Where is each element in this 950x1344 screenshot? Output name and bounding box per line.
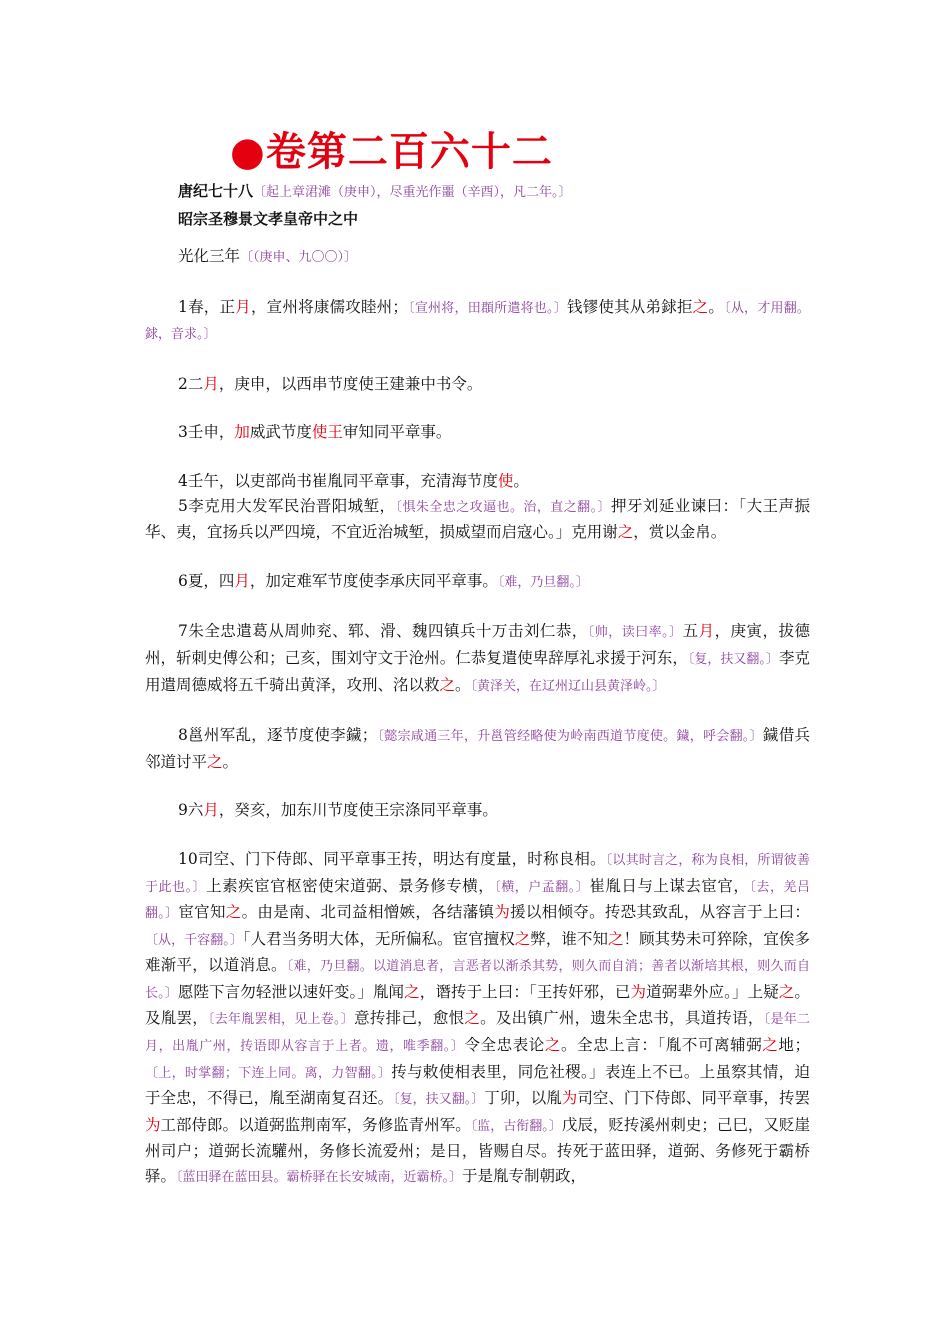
annotation: 〔复，扶又翻。〕 xyxy=(393,1092,485,1108)
text-run: 。及胤罢， xyxy=(145,982,810,1028)
text-run: 之 xyxy=(762,1036,779,1055)
annotation: 〔难，乃旦翻。〕 xyxy=(497,574,589,590)
text-run: 使 xyxy=(497,471,514,490)
text-run: 。 xyxy=(222,752,239,771)
text-run: ，宣州将康儒攻睦州； xyxy=(250,297,408,316)
text-run: 于是胤专制朝政， xyxy=(462,1167,587,1186)
text-run: 之 xyxy=(225,903,242,922)
annotation: 〔从，千容翻。〕 xyxy=(145,932,243,948)
text-run: 钱镠使其从弟銶拒 xyxy=(566,297,693,316)
year-line xyxy=(145,244,810,271)
annotation: 〔监，古衔翻。〕 xyxy=(470,1118,562,1134)
text-run: 之 xyxy=(404,982,420,1001)
text-run: 为 xyxy=(145,1115,161,1134)
text-run: 月 xyxy=(203,374,219,393)
annotation: 〔从，才用翻。銶，音求。〕 xyxy=(145,300,810,343)
text-run: 道弼辈外应。」上疑 xyxy=(646,982,779,1001)
text-run: 7朱全忠遣葛从周帅兖、郓、滑、魏四镇兵十万击刘仁恭， xyxy=(178,622,588,641)
text-run: 加 xyxy=(234,423,250,442)
text-run: 押牙刘延业谏曰：「大王声振华、夷，宜扬兵以严四境，不宜近治城堑，损威望而启寇心。」克用谢 xyxy=(145,496,810,542)
paragraph xyxy=(145,372,810,397)
text-run: 地； xyxy=(778,1036,810,1055)
text-run: 1春，正 xyxy=(178,297,236,316)
dynasty-note: 〔起上章涒滩（庚申），尽重光作噩（辛酉），凡二年。〕 xyxy=(253,185,572,200)
annotation: 〔蓝田驿在蓝田县。霸桥驿在长安城南，近霸桥。〕 xyxy=(176,1170,463,1186)
text-run: 崔胤日与上谋去宦官， xyxy=(589,876,750,895)
text-run: 弊，谁不知 xyxy=(530,929,608,948)
year-note: 〔（庚申、九〇〇）〕 xyxy=(240,250,358,265)
text-run: 之 xyxy=(439,675,456,694)
paragraph xyxy=(145,619,810,699)
text-run: 鐬借兵邻道讨平 xyxy=(145,726,810,771)
paragraph xyxy=(145,798,810,823)
text-run: 。及出镇广州，遗朱全忠书，具道抟语， xyxy=(480,1009,764,1028)
text-run: 为 xyxy=(494,903,511,922)
annotation: 〔复，扶又翻。〕 xyxy=(687,651,779,667)
text-run: 之 xyxy=(514,929,531,948)
text-run: 使王 xyxy=(311,423,343,442)
text-run: 之 xyxy=(464,1009,481,1028)
emperor-line: 昭宗圣穆景文孝皇帝中之中 xyxy=(178,210,359,228)
annotation: 〔横，户孟翻。〕 xyxy=(494,879,590,895)
text-run: 之 xyxy=(207,752,223,771)
text-run: ，赏以金帛。 xyxy=(633,523,727,542)
paragraph xyxy=(145,569,810,596)
text-run: 为 xyxy=(561,1089,578,1108)
annotation: 〔帅，读曰率。〕 xyxy=(587,625,683,641)
paragraph-list xyxy=(145,295,810,1191)
text-run: 月 xyxy=(698,622,715,641)
text-run: 10司空、门下侍郎、同平章事王抟，明达有度量，时称良相。 xyxy=(178,849,606,868)
annotation: 〔是年二月，出胤广州，抟语即从容言于上者。遗，唯季翻。〕 xyxy=(145,1012,810,1055)
text-run: 威武节度 xyxy=(249,423,312,442)
text-run: 上素疾宦官枢密使宋道弼、景务修专横， xyxy=(206,876,495,895)
text-run: ，癸亥，加东川节度使王宗涤同平章事。 xyxy=(218,801,498,820)
chapter-header xyxy=(178,178,572,233)
annotation: 〔黄泽关，在辽州辽山县黄泽岭。〕 xyxy=(470,678,666,694)
text-run: ，庚申，以西串节度使王建兼中书令。 xyxy=(218,374,483,393)
text-run: 李克用遣周德威将五千骑出黄泽，攻刑、洺以救 xyxy=(145,648,810,694)
annotation: 〔懿宗咸通三年，升邕管经略使为岭南西道节度使。鐬，呼会翻。〕 xyxy=(377,729,763,745)
paragraph xyxy=(145,420,810,445)
text-run: ，加定难军节度使李承庆同平章事。 xyxy=(249,571,498,590)
text-run: 抟与敕使相表里，同危社稷。」表连上不已。上虽察其情，迫于全忠，不得已，胤至湖南复召还。 xyxy=(145,1062,810,1108)
text-run: 五 xyxy=(682,622,699,641)
annotation: 〔以其时言之，称为良相，所谓彼善于此也。〕 xyxy=(145,852,810,895)
text-run: 9六 xyxy=(178,801,204,820)
text-run: ，谮抟于上曰：「王抟奸邪，已 xyxy=(419,982,631,1001)
text-run: 之 xyxy=(778,982,795,1001)
body-text xyxy=(145,244,810,1215)
annotation: 〔去年胤罢相，见上卷。〕 xyxy=(208,1012,355,1028)
text-run: 月 xyxy=(235,297,251,316)
text-run: 之 xyxy=(692,297,709,316)
text-run: 4壬午，以吏部尚书崔胤同平章事，充清海节度 xyxy=(178,471,498,490)
text-run: 。全忠上言：「胤不可离辅弼 xyxy=(560,1036,763,1055)
text-run: 8邕州军乱，逐节度使李鐬； xyxy=(178,726,378,745)
annotation: 〔宣州将，田頵所遣将也。〕 xyxy=(407,300,567,316)
text-run: 。 xyxy=(455,675,471,694)
text-run: 丁卯，以胤 xyxy=(484,1089,562,1108)
text-run: 为 xyxy=(630,982,647,1001)
text-run: 之 xyxy=(617,523,634,542)
text-run: 。 xyxy=(513,471,529,490)
text-run: 戊辰，贬抟溪州刺史；己巳，又贬崖州司户；道弼长流驩州，务修长流爱州；是日，皆赐自尽。抟死于蓝田驿，道弼、务修死于霸桥驿。 xyxy=(145,1115,810,1186)
paragraph xyxy=(145,469,810,494)
dynasty-label: 唐纪七十八 xyxy=(178,182,254,200)
text-run: 3壬申， xyxy=(178,423,235,442)
text-run: 6夏，四 xyxy=(178,571,235,590)
dynasty-line xyxy=(178,178,572,206)
annotation: 〔惧朱全忠之攻逼也。治，直之翻。〕 xyxy=(395,499,611,515)
text-run: 意抟排己，愈恨 xyxy=(354,1009,465,1028)
annotation: 〔上，时掌翻；下连上同。离，力智翻。〕 xyxy=(145,1065,392,1081)
text-run: 2二 xyxy=(178,374,204,393)
text-run: 。由是南、北司益相憎嫉，各结藩镇 xyxy=(241,903,495,922)
text-run: 5李克用大发军民治晋阳城堑， xyxy=(178,496,396,515)
text-run: 月 xyxy=(203,801,219,820)
paragraph xyxy=(145,295,810,348)
text-run: 之 xyxy=(608,929,624,948)
chapter-title: ●卷第二百六十二 xyxy=(230,128,553,175)
text-run: 月 xyxy=(234,571,250,590)
text-run: 援以相倾夺。抟恐其致乱，从容言于上曰： xyxy=(510,903,810,922)
paragraph xyxy=(145,723,810,774)
text-run: ！顾其势未可猝除，宜俟多难渐平，以道消息。 xyxy=(145,929,810,975)
text-run: 司空、门下侍郎、同平章事，抟罢 xyxy=(577,1089,810,1108)
text-run: 令全忠表论 xyxy=(464,1036,545,1055)
paragraph xyxy=(145,494,810,545)
text-run: 「人君当务明大体，无所偏私。宦官擅权 xyxy=(242,929,515,948)
year-label: 光化三年 xyxy=(178,247,241,265)
annotation: 〔难，乃旦翻。以道消息者，言恶者以渐杀其势，则久而自消；善者以渐培其根，则久而自长。〕 xyxy=(145,959,810,1001)
text-run: 。 xyxy=(708,297,725,316)
text-run: 之 xyxy=(544,1036,561,1055)
text-run: 审知同平章事。 xyxy=(342,423,452,442)
paragraph xyxy=(145,847,810,1191)
text-run: 工部侍郎。以道弼监荆南军，务修监青州军。 xyxy=(160,1115,471,1134)
annotation: 〔去，羌吕翻。〕 xyxy=(145,879,810,922)
text-run: ，庚寅，拔德州，斩刺史傅公和；己亥，围刘守文于沧州。仁恭复遣使卑辞厚礼求援于河东， xyxy=(145,622,810,667)
text-run: 愿陛下言勿轻泄以速奸变。」胤闻 xyxy=(177,982,405,1001)
text-run: 宦官知 xyxy=(178,903,226,922)
